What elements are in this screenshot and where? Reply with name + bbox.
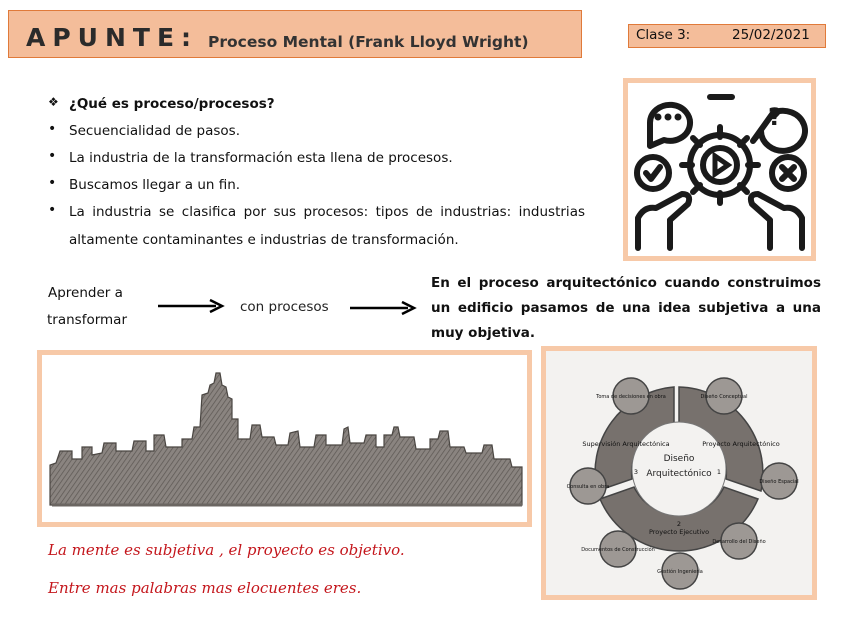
gear-play-icon (682, 127, 758, 203)
bullet-dot-icon: • (48, 121, 57, 137)
page-subtitle: Proceso Mental (Frank Lloyd Wright) (208, 33, 529, 51)
node-label: Documentos de Construcción (581, 547, 655, 553)
node-label: Consulta en obra (566, 484, 610, 490)
session-label: Clase 3: (636, 27, 691, 43)
flow-left-line2: transformar (47, 312, 128, 328)
segment-label: Proyecto Ejecutivo (648, 528, 710, 536)
right-arrow-icon (156, 298, 226, 314)
segment-number: 1 (716, 468, 722, 476)
conclusion-paragraph: En el proceso arquitectónico cuando construimos un edificio pasamos de una idea subjetiva a una muy objetiva. (431, 275, 821, 341)
bullet-item: La industria se clasifica por sus procesos: tipos de industrias: industrias (69, 204, 585, 220)
note-subjective-objective: La mente es subjetiva , el proyecto es objetivo. (48, 541, 405, 559)
node-label: Gestión Ingeniería (657, 569, 703, 575)
diamond-bullet-icon: ❖ (48, 95, 59, 109)
bullet-item-continuation: altamente contaminantes e industrias de transformación. (69, 232, 459, 248)
page-title: APUNTE: (26, 23, 199, 52)
segment-label: Supervisión Arquitectónica (582, 440, 670, 448)
chat-bubble-icon (650, 105, 690, 146)
bullet-dot-icon: • (48, 175, 57, 191)
node-label: Diseño Espacial (759, 479, 799, 485)
bullet-item: Buscamos llegar a un fin. (69, 177, 241, 193)
process-cycle-diagram (541, 346, 817, 600)
cross-bubble-icon (772, 157, 804, 189)
segment-label: Proyecto Arquitectónico (702, 440, 780, 448)
diagram-center-line2: Arquitectónico (646, 469, 712, 479)
svg-text:?: ? (768, 103, 782, 131)
segment-number: 3 (633, 468, 639, 476)
right-arrow-icon (348, 300, 418, 316)
bullet-item: Secuencialidad de pasos. (69, 123, 240, 139)
process-icon-image (623, 78, 816, 261)
node-label: Desarrollo del Diseño (712, 539, 766, 545)
bullet-dot-icon: • (48, 148, 57, 164)
note-eloquence: Entre mas palabras mas elocuentes eres. (48, 579, 362, 597)
session-date: 25/02/2021 (732, 27, 810, 43)
bullet-item: La industria de la transformación esta llena de procesos. (69, 150, 453, 166)
left-hand-icon (638, 194, 689, 248)
bullet-dot-icon: • (48, 202, 57, 218)
diagram-center-line1: Diseño (663, 454, 695, 464)
check-bubble-icon (637, 157, 669, 189)
flow-left-line1: Aprender a (48, 285, 123, 301)
node-label: Toma de decisiones en obra (596, 394, 666, 400)
flow-middle-text: con procesos (240, 299, 329, 315)
segment-number: 2 (676, 520, 682, 528)
right-hand-icon (751, 194, 802, 248)
skyline-drawing (37, 350, 532, 527)
node-label: Diseño Conceptual (700, 394, 748, 400)
question-heading: ¿Qué es proceso/procesos? (69, 96, 275, 112)
